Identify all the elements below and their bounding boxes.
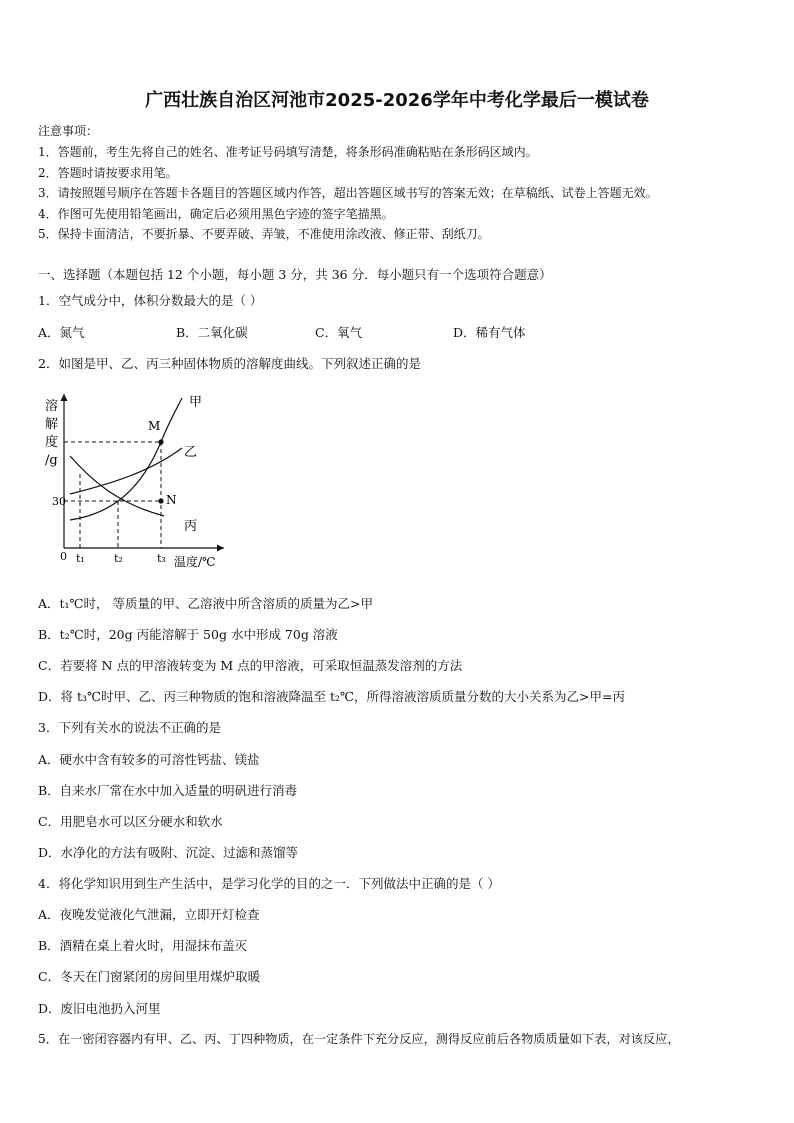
question-5-stem: 5．在一密闭容器内有甲、乙、丙、丁四种物质，在一定条件下充分反应，测得反应前后各物质质量如下表，对该反应， <box>38 1032 680 1046</box>
x-tick-label: t₂ <box>114 552 123 565</box>
question-2-option-b: B．t₂℃时，20g 丙能溶解于 50g 水中形成 70g 溶液 <box>38 627 338 642</box>
y-axis-label-char: 度 <box>45 435 59 450</box>
option-d: D．稀有气体 <box>453 325 526 340</box>
point-label-n: N <box>166 493 177 507</box>
question-3-option-d: D．水净化的方法有吸附、沉淀、过滤和蒸馏等 <box>38 845 299 860</box>
notice-item: 5．保持卡面清洁，不要折暴、不要弄破、弄皱，不准使用涂改液、修正带、刮纸刀。 <box>38 227 490 241</box>
page-title: 广西壮族自治区河池市2025-2026学年中考化学最后一模试卷 <box>145 90 649 111</box>
section-heading: 一、选择题（本题包括 12 个小题，每小题 3 分，共 36 分．每小题只有一个选项符合题意） <box>38 267 552 282</box>
series-label-bing: 丙 <box>184 519 198 534</box>
notice-item: 3．请按照题号顺序在答题卡各题目的答题区域内作答，超出答题区域书写的答案无效；在草稿纸、试卷上答题无效。 <box>38 186 658 200</box>
question-3-stem: 3．下列有关水的说法不正确的是 <box>38 720 221 735</box>
question-2-option-c: C．若要将 N 点的甲溶液转变为 M 点的甲溶液，可采取恒温蒸发溶剂的方法 <box>38 658 463 673</box>
series-label-yi: 乙 <box>184 445 198 460</box>
question-1-stem: 1．空气成分中，体积分数最大的是（ ） <box>38 293 263 308</box>
y-axis-label-char: 解 <box>45 417 59 432</box>
series-label-jia: 甲 <box>189 395 203 410</box>
notice-item: 1．答题前，考生先将自己的姓名、准考证号码填写清楚，将条形码准确粘贴在条形码区域内。 <box>38 145 538 159</box>
notice-item: 4．作图可先使用铅笔画出，确定后必须用黑色字迹的签字笔描黑。 <box>38 207 394 221</box>
question-2-option-a: A．t₁℃时， 等质量的甲、乙溶液中所含溶质的质量为乙>甲 <box>38 596 373 611</box>
notice-item: 2．答题时请按要求用笔。 <box>38 166 178 180</box>
question-2-option-d: D．将 t₃℃时甲、乙、丙三种物质的饱和溶液降温至 t₂℃，所得溶液溶质质量分数的大小关系为乙>甲=丙 <box>38 689 625 704</box>
question-3-option-b: B．自来水厂常在水中加入适量的明矾进行消毒 <box>38 783 298 798</box>
curve-yi <box>70 448 182 494</box>
question-1-options <box>38 323 758 339</box>
x-tick-label: t₃ <box>157 552 166 565</box>
option-c: C．氧气 <box>315 325 363 340</box>
question-4-option-b: B．酒精在桌上着火时，用湿抹布盖灭 <box>38 938 248 953</box>
question-4-option-d: D．废旧电池扔入河里 <box>38 1001 161 1016</box>
x-axis-label: 温度/℃ <box>174 555 216 569</box>
question-3-option-a: A．硬水中含有较多的可溶性钙盐、镁盐 <box>38 752 260 767</box>
point-n <box>158 498 163 503</box>
y-tick-label: 30 <box>52 495 66 508</box>
option-a: A．氮气 <box>38 325 85 340</box>
point-label-m: M <box>148 419 161 433</box>
question-4-stem: 4．将化学知识用到生产生活中，是学习化学的目的之一．下列做法中正确的是（ ） <box>38 876 500 891</box>
option-b: B．二氧化碳 <box>176 325 248 340</box>
point-m <box>158 439 163 444</box>
y-axis-label-char: /g <box>45 453 58 468</box>
notice-heading: 注意事项： <box>38 124 99 138</box>
y-axis-label-char: 溶 <box>45 399 59 414</box>
x-tick-label: t₁ <box>76 552 85 565</box>
question-4-option-c: C．冬天在门窗紧闭的房间里用煤炉取暖 <box>38 969 261 984</box>
question-2-stem: 2．如图是甲、乙、丙三种固体物质的溶解度曲线。下列叙述正确的是 <box>38 356 421 371</box>
question-4-option-a: A．夜晚发觉液化气泄漏，立即开灯检查 <box>38 907 260 922</box>
origin-label: 0 <box>60 550 67 563</box>
solubility-chart <box>40 388 240 578</box>
question-3-option-c: C．用肥皂水可以区分硬水和软水 <box>38 814 223 829</box>
